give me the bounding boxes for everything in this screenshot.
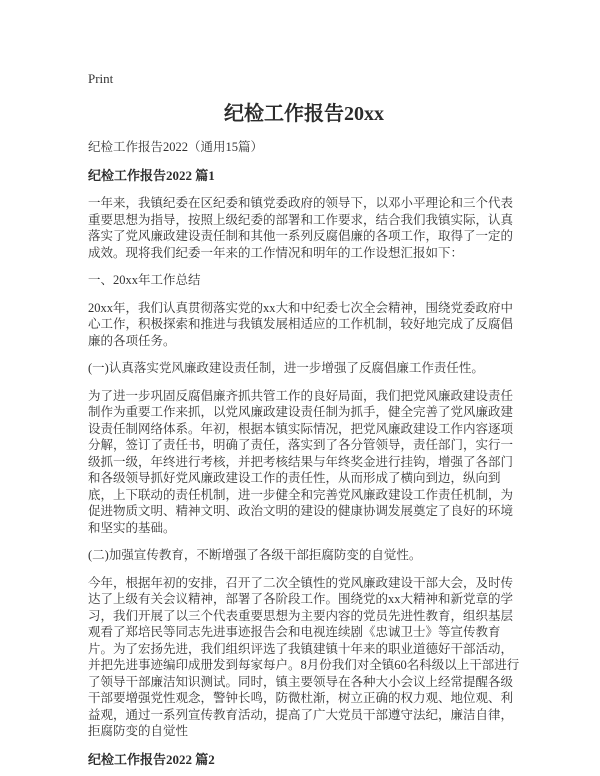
section-subheading: (二)加强宣传教育，不断增强了各级干部拒腐防变的自觉性。 xyxy=(88,548,422,562)
document-body xyxy=(88,167,520,768)
document-subtitle: 纪检工作报告2022（通用15篇） xyxy=(88,140,264,154)
document-content xyxy=(88,101,520,768)
paragraph: 20xx年，我们认真贯彻落实党的xx大和中纪委七次全会精神，围绕党委政府中心工作，积极探索和推进与我镇发展相适应的工作机制，较好地完成了反腐倡廉的各项任务。 xyxy=(88,300,514,348)
section-subheading: (一)认真落实党风廉政建设责任制，进一步增强了反腐倡廉工作责任性。 xyxy=(88,361,484,375)
section-heading: 纪检工作报告2022 篇1 xyxy=(88,168,215,183)
page-title: 纪检工作报告20xx xyxy=(224,103,384,125)
paragraph: 为了进一步巩固反腐倡廉齐抓共管工作的良好局面，我们把党风廉政建设责任制作为重要工作来抓，以党风廉政建设责任制为抓手，健全完善了党风廉政建设责任制网络体系。年初，根据本镇实际情况，把党风廉政建设工作内容逐项分解，签订了责任书，明确了责任，落实到了各分管领导，责任部门，实行一级抓一级，年终进行考核，并把考核结果与年终奖金进行挂钩，增强了各部门和各级领导抓好党风廉政建设工作的责任性，从而形成了横向到边，纵向到底，上下联动的责任机制，进一步健全和完善党风廉政建设工作责任机制，为促进物质文明、精神文明、政治文明的建设的健康协调发展奠定了良好的环境和坚实的基础。 xyxy=(88,388,514,535)
paragraph: 今年，根据年初的安排，召开了二次全镇性的党风廉政建设干部大会，及时传达了上级有关会议精神，部署了各阶段工作。围绕党的xx大精神和新党章的学习，我们开展了以三个代表重要思想为主要内容的党员先进性教育，组织基层观看了郑培民等同志先进事迹报告会和电视连续剧《忠诚卫士》等宣传教育片。为了宏扬先进，我们组织评选了我镇建镇十年来的职业道德好干部活动，并把先进事迹编印成册发到每家每户。8月份我们对全镇60名科级以上干部进行了领导干部廉洁知识测试。同时，镇主要领导在各种大小会议上经常提醒各级干部要增强党性观念，警钟长鸣，防微杜渐，树立正确的权力观、地位观、利益观，通过一系列宣传教育活动，提高了广大党员干部遵守法纪，廉洁自律，拒腐防变的自觉性 xyxy=(88,575,520,738)
section-heading: 纪检工作报告2022 篇2 xyxy=(88,751,215,767)
print-link-row xyxy=(88,70,520,88)
paragraph: 一年来，我镇纪委在区纪委和镇党委政府的领导下，以邓小平理论和三个代表重要思想为指导，按照上级纪委的部署和工作要求，结合我们我镇实际，认真落实了党风廉政建设责任制和其他一系列反腐倡廉的各项工作，取得了一定的成效。现将我们纪委一年来的工作情况和明年的工作设想汇报如下： xyxy=(88,196,514,260)
section-subheading: 一、20xx年工作总结 xyxy=(88,273,201,287)
print-link[interactable]: Print xyxy=(88,71,114,86)
